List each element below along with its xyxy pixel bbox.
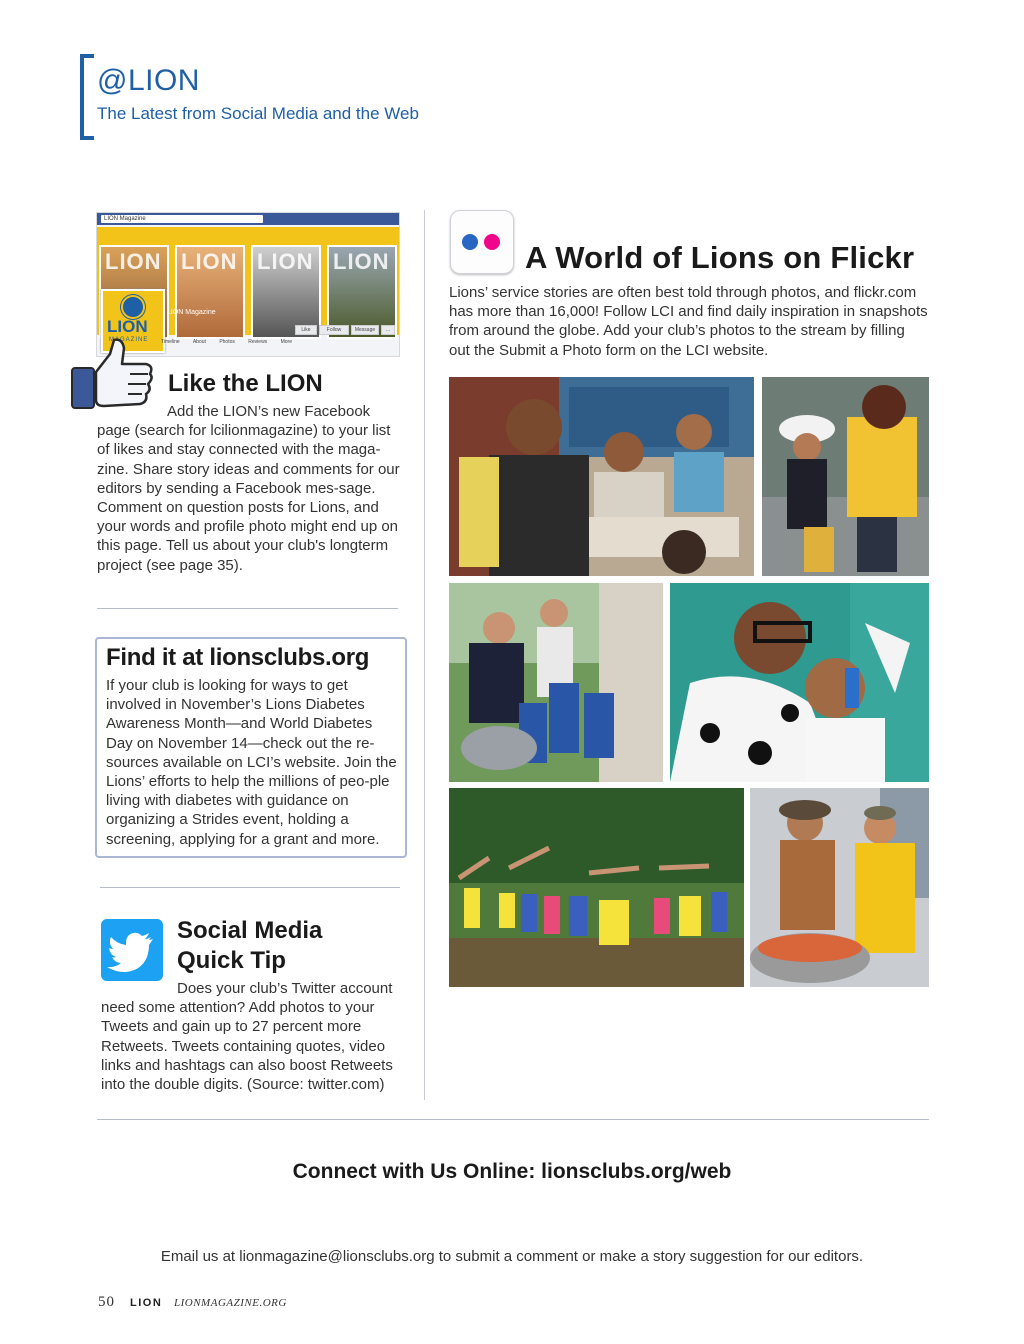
like-heading: Like the LION — [168, 370, 323, 397]
facebook-tab: About — [192, 339, 206, 345]
facebook-profile-picture: LION MAGAZINE — [101, 289, 165, 353]
photo-lions-cooking — [750, 788, 929, 987]
magazine-cover: LION — [99, 245, 169, 339]
divider — [97, 608, 398, 609]
facebook-page-name: LION Magazine — [167, 309, 216, 316]
section-title: @LION — [97, 64, 200, 97]
magazine-cover: LION — [251, 245, 321, 339]
photo-eye-screening — [670, 583, 929, 782]
folio-site: LIONMAGAZINE.ORG — [174, 1297, 287, 1309]
facebook-tab: Photos — [219, 339, 235, 345]
page-number: 50 — [98, 1294, 115, 1310]
twitter-body: Does your club’s Twitter account need some attention? Add photos to your Tweets and gain up to 27 percent more Retweets. Tweets containing quotes, video links and hashtags can also boost Retweets into the double digits. (Source: twitter.com) — [101, 980, 393, 1094]
twitter-bird-icon — [101, 919, 163, 981]
flickr-body: Lions’ service stories are often best told through photos, and flickr.com has more than 16,000! Follow LCI and find daily inspiration in snapshots from around the globe. Add your club’s photos to the stream by filling out the Submit a Photo form on the LCI website. — [449, 284, 928, 359]
magazine-cover: LION — [175, 245, 245, 339]
section-subtitle: The Latest from Social Media and the Web — [97, 104, 419, 123]
find-body: If your club is looking for ways to get involved in November’s Lions Diabetes Awareness Month—and World Diabetes Day on November 14—check out the re-sources available on LCI’s website. Join the Lions’ efforts to help the millions of peo-ple living with diabetes with guidance on organizing a Strides event, holding a screening, applying for a grant and more. — [106, 677, 397, 848]
facebook-tab: Reviews — [248, 339, 268, 345]
twitter-heading: Social Media Quick Tip — [177, 917, 323, 974]
photo-group-outdoors — [449, 788, 744, 987]
photo-lions-with-child — [762, 377, 929, 576]
thumbs-up-icon — [70, 336, 156, 412]
find-heading: Find it at lionsclubs.org — [106, 644, 370, 671]
facebook-more-button: ... — [381, 325, 395, 335]
facebook-follow-button: Follow — [319, 325, 349, 335]
photo-school-children — [449, 583, 663, 782]
facebook-message-button: Message — [351, 325, 379, 335]
connect-line: Connect with Us Online: lionsclubs.org/web — [292, 1160, 732, 1183]
divider — [97, 1119, 929, 1120]
header-bracket — [80, 54, 94, 140]
lions-logo-icon — [121, 295, 145, 319]
facebook-like-button: Like — [295, 325, 317, 335]
column-divider — [424, 210, 425, 1100]
flickr-heading: A World of Lions on Flickr — [525, 240, 915, 275]
facebook-tabs — [161, 339, 304, 345]
facebook-search-field: LION Magazine — [101, 215, 263, 223]
facebook-tab: More — [280, 339, 292, 345]
folio-brand: LION — [130, 1297, 163, 1309]
like-body: Add the LION’s new Facebook page (search for lcilionmagazine) to your list of likes and stay connected with the maga-zine. Share story ideas and comments for our editors by sending a Facebook mes-sage. Comment on question posts for Lions, and your words and profile photo might end up on this page. Tell us about your club's longterm project (see page 35). — [97, 403, 400, 574]
divider — [100, 887, 400, 888]
photo-classroom — [449, 377, 754, 576]
email-note: Email us at lionmagazine@lionsclubs.org to submit a comment or make a story suggestion for our editors. — [160, 1248, 864, 1265]
flickr-logo-icon — [450, 210, 514, 274]
facebook-tab: Timeline — [161, 339, 180, 345]
facebook-top-bar — [97, 213, 399, 225]
magazine-cover: LION — [327, 245, 397, 339]
